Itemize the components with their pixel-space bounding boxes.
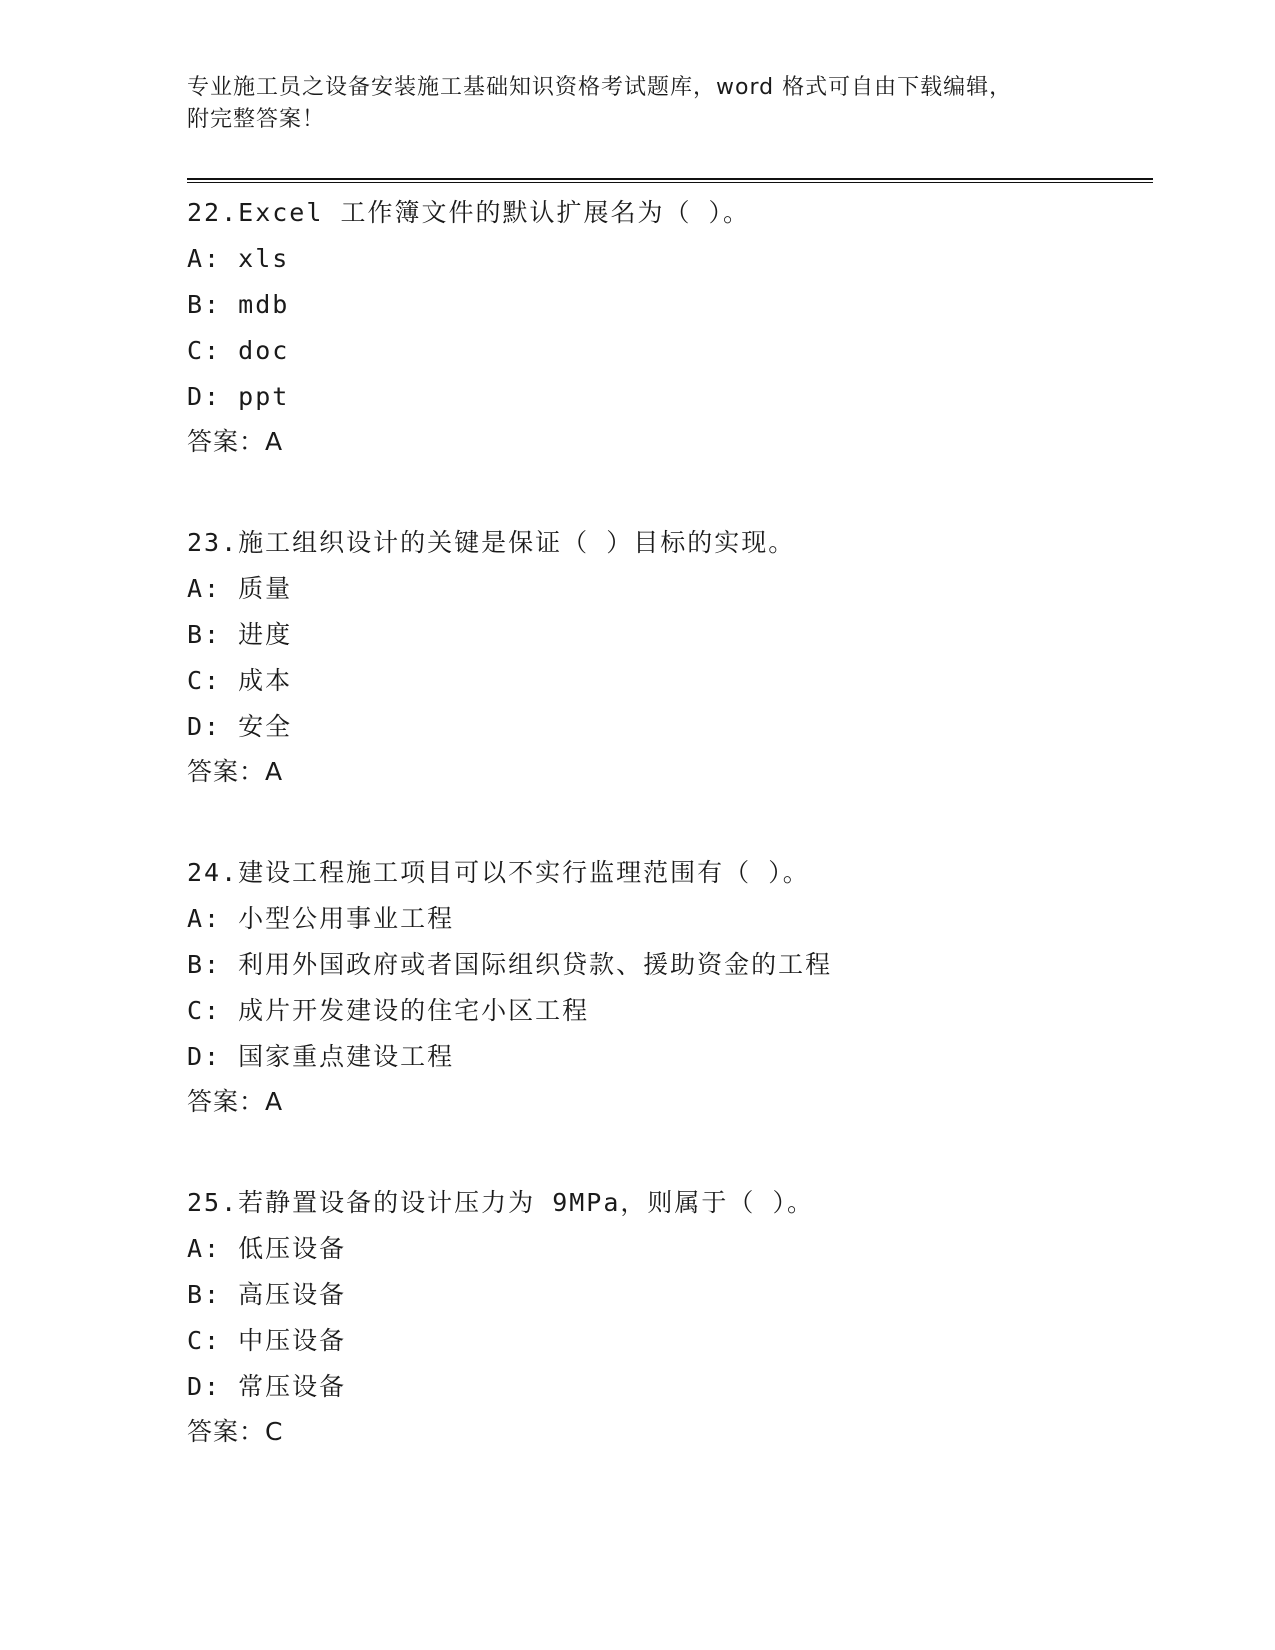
question-22 (187, 190, 1153, 464)
header-divider (187, 178, 1153, 183)
option-d: D: 常压设备 (187, 1372, 347, 1401)
option-b: B: 高压设备 (187, 1280, 347, 1309)
question-stem: 25.若静置设备的设计压力为 9MPa，则属于（ ）。 (187, 1188, 814, 1217)
question-24 (187, 850, 1153, 1124)
option-a: A: xls (187, 244, 290, 273)
option-a: A: 小型公用事业工程 (187, 904, 455, 933)
question-23 (187, 520, 1153, 794)
option-c: C: doc (187, 336, 290, 365)
answer: 答案：C (187, 1417, 284, 1446)
question-25 (187, 1180, 1153, 1454)
question-stem: 24.建设工程施工项目可以不实行监理范围有（ ）。 (187, 858, 810, 887)
option-b: B: mdb (187, 290, 290, 319)
answer: 答案：A (187, 757, 284, 786)
question-list (187, 190, 1153, 1510)
question-stem: 22.Excel 工作簿文件的默认扩展名为（ ）。 (187, 198, 751, 227)
option-c: C: 成本 (187, 666, 293, 695)
option-c: C: 中压设备 (187, 1326, 347, 1355)
option-a: A: 低压设备 (187, 1234, 347, 1263)
header-line-1: 专业施工员之设备安装施工基础知识资格考试题库，word 格式可自由下载编辑， (187, 75, 1013, 100)
option-d: D: 国家重点建设工程 (187, 1042, 455, 1071)
option-c: C: 成片开发建设的住宅小区工程 (187, 996, 590, 1025)
option-b: B: 利用外国政府或者国际组织贷款、援助资金的工程 (187, 950, 833, 979)
option-a: A: 质量 (187, 574, 293, 603)
option-d: D: 安全 (187, 712, 293, 741)
answer: 答案：A (187, 1087, 284, 1116)
question-stem: 23.施工组织设计的关键是保证（ ）目标的实现。 (187, 528, 796, 557)
option-b: B: 进度 (187, 620, 293, 649)
option-d: D: ppt (187, 382, 290, 411)
page-header (187, 72, 1067, 136)
header-line-2: 附完整答案！ (187, 107, 326, 132)
answer: 答案：A (187, 427, 284, 456)
